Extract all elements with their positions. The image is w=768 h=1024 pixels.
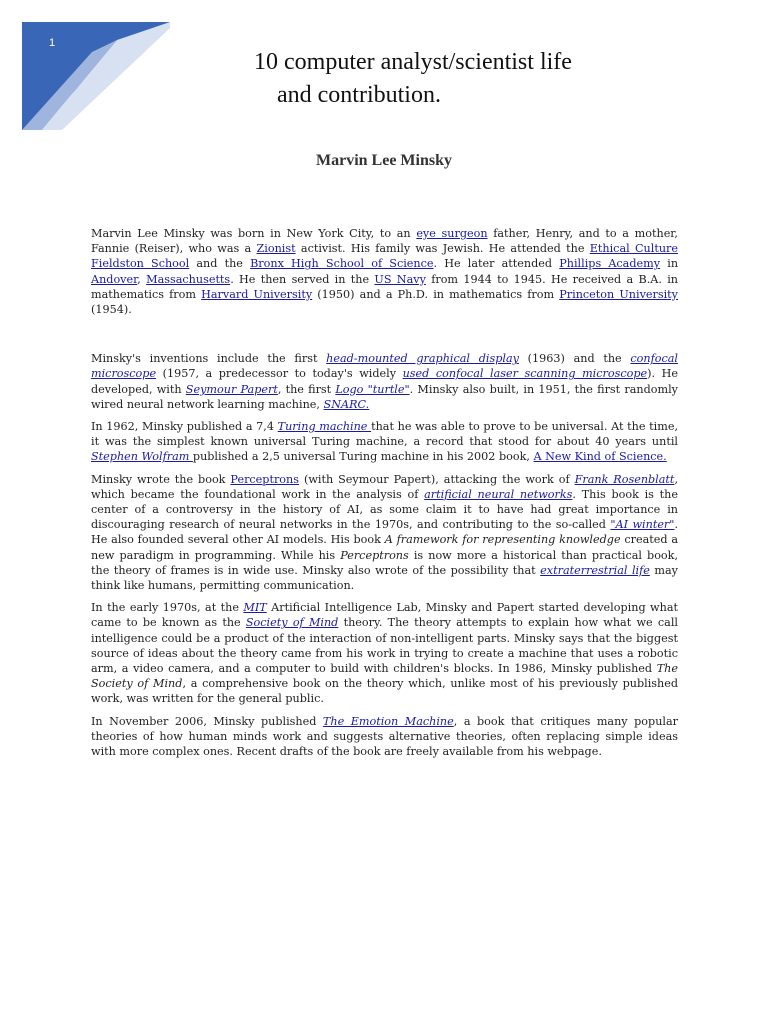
- link-logo-turtle[interactable]: Logo "turtle": [335, 382, 410, 396]
- paragraph-inventions: [91, 351, 678, 412]
- text: (1950) and a Ph.D. in mathematics from: [312, 287, 560, 301]
- link-harvard-university[interactable]: Harvard University: [201, 287, 313, 301]
- text: . He then served in the: [230, 272, 375, 286]
- link-perceptrons[interactable]: Perceptrons: [230, 472, 299, 486]
- text: In 1962, Minsky published a 7,4: [91, 420, 278, 434]
- corner-decoration: [22, 22, 170, 130]
- text: , which became the foundational work in the analysis of: [91, 472, 678, 501]
- link-artificial-neural-networks[interactable]: artificial neural networks: [424, 487, 573, 501]
- text: ,: [137, 272, 147, 286]
- text: Minsky wrote the book: [91, 472, 231, 486]
- page-number: 1: [49, 37, 56, 49]
- text: theory. The theory attempts to explain how what we call intelligence could be a product of the interaction of non-intelligent parts. Minsky says that the biggest source of ideas about the theory came from his work in trying to create a machine that uses a robotic arm, a video camera, and a computer to build with children's blocks. In 1986, Minsky published: [91, 616, 679, 676]
- title-line-1: 10 computer analyst/scientist life: [254, 49, 572, 75]
- text: Artificial Intelligence Lab, Minsky and Papert started developing what came to be known as the: [91, 601, 678, 630]
- paragraph-turing-machine: [91, 419, 678, 465]
- text: Minsky's inventions include the first: [91, 352, 327, 366]
- link-the-emotion-machine[interactable]: The Emotion Machine: [322, 714, 454, 728]
- text: published a 2,5 universal Turing machine in his 2002 book,: [192, 450, 534, 464]
- text: ). He developed, with: [91, 367, 678, 396]
- text: created a new paradigm in programming. While his: [91, 533, 679, 562]
- title-line-2: and contribution.: [277, 82, 441, 108]
- link-mit[interactable]: MIT: [243, 601, 267, 615]
- link-confocal-microscope[interactable]: confocal microscope: [91, 352, 678, 381]
- paragraph-perceptrons: [91, 472, 678, 594]
- text: , a comprehensive book on the theory which, unlike most of his previously published work, was written for the general public.: [91, 677, 678, 706]
- text: from 1944 to 1945. He received a B.A. in mathematics from: [91, 272, 678, 301]
- text: . Minsky also built, in 1951, the first randomly wired neural network learning machine,: [91, 382, 678, 411]
- page-title: [230, 46, 700, 112]
- link-extraterrestrial-life[interactable]: extraterrestrial life: [540, 563, 650, 577]
- body-text: [91, 226, 678, 766]
- paragraph-society-of-mind: [91, 600, 678, 706]
- link-snarc[interactable]: SNARC.: [323, 397, 370, 411]
- link-head-mounted-graphical-display[interactable]: head-mounted graphical display: [326, 352, 519, 366]
- text: is now more a historical than practical book, the theory of frames is in wide use. Minsky also wrote of the possibility that: [91, 548, 679, 577]
- text: (1963) and the: [518, 352, 631, 366]
- text: . He later attended: [433, 257, 560, 271]
- text: in: [660, 257, 679, 271]
- link-society-of-mind[interactable]: Society of Mind: [245, 616, 339, 630]
- text: . This book is the center of a controversy in the history of AI, as some claim it to have had great importance in discouraging research of neural networks in the 1970s, and contributing to the so-called: [91, 487, 678, 532]
- link-confocal-laser-scanning-microscope[interactable]: used confocal laser scanning microscope: [402, 367, 648, 381]
- link-frank-rosenblatt[interactable]: Frank Rosenblatt: [574, 472, 675, 486]
- text: may think like humans, permitting communication.: [91, 563, 678, 593]
- text: In November 2006, Minsky published: [91, 714, 323, 728]
- paragraph-biography: [91, 226, 678, 317]
- text: , a book that critiques many popular theories of how human minds work and suggests alternative theories, often replacing simple ideas with more complex ones. Recent drafts of the book are freely available from his webpage.: [91, 714, 678, 759]
- text: . He also founded several other AI models. His book: [91, 518, 678, 547]
- book-title: A framework for representing knowledge: [384, 533, 621, 547]
- link-seymour-papert[interactable]: Seymour Papert: [185, 382, 278, 396]
- text: In the early 1970s, at the: [91, 601, 244, 615]
- book-title: Perceptrons: [340, 548, 409, 562]
- paragraph-emotion-machine: [91, 714, 678, 760]
- link-us-navy[interactable]: US Navy: [374, 272, 426, 286]
- book-title: The Society of Mind: [91, 662, 678, 691]
- text: father, Henry, and to a mother, Fannie (Reiser), who was a: [91, 227, 678, 256]
- link-princeton-university[interactable]: Princeton University: [559, 287, 678, 301]
- link-massachusetts[interactable]: Massachusetts: [146, 272, 231, 286]
- link-ethical-culture-fieldston-school[interactable]: Ethical Culture Fieldston School: [91, 242, 678, 271]
- link-phillips-academy[interactable]: Phillips Academy: [559, 257, 661, 271]
- link-stephen-wolfram[interactable]: Stephen Wolfram: [91, 450, 193, 464]
- link-bronx-high-school-of-science[interactable]: Bronx High School of Science: [250, 257, 434, 271]
- link-zionist[interactable]: Zionist: [256, 242, 296, 256]
- subtitle: Marvin Lee Minsky: [316, 152, 452, 169]
- link-andover[interactable]: Andover: [91, 272, 138, 286]
- link-ai-winter[interactable]: "AI winter": [610, 518, 675, 532]
- text: activist. His family was Jewish. He attended the: [295, 242, 590, 256]
- link-eye-surgeon[interactable]: eye surgeon: [416, 227, 488, 240]
- text: (1954).: [91, 303, 132, 317]
- text: and the: [189, 257, 251, 271]
- text: , the first: [277, 382, 336, 396]
- link-a-new-kind-of-science[interactable]: A New Kind of Science.: [533, 450, 667, 464]
- link-turing-machine[interactable]: Turing machine: [277, 420, 372, 434]
- text: Marvin Lee Minsky was born in New York City, to an: [91, 227, 417, 240]
- text: that he was able to prove to be universal. At the time, it was the simplest known universal Turing machine, a record that stood for about 40 years until: [91, 420, 679, 449]
- text: (1957, a predecessor to today's widely: [156, 367, 403, 381]
- text: (with Seymour Papert), attacking the work of: [299, 472, 575, 486]
